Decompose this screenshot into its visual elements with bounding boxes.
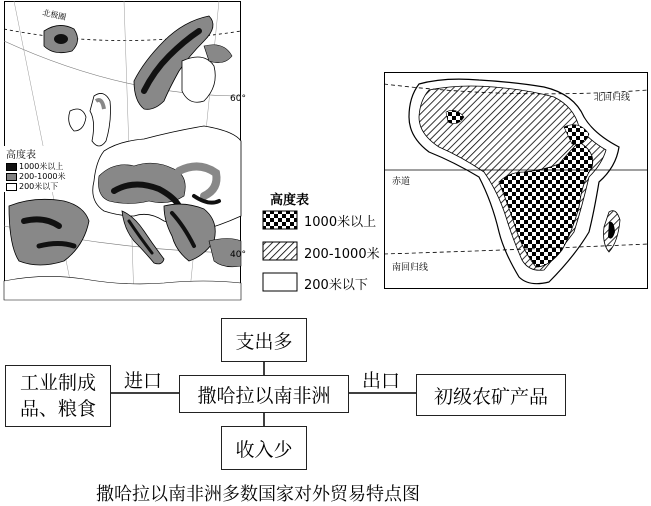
exports-text: 初级农矿产品 [433,385,548,408]
center-region-box [179,375,349,413]
africa-legend-label-high: 1000米以上 [304,215,377,230]
imports-text-line1: 工业制成 [19,372,96,394]
imports-box [5,365,111,427]
europe-legend-title: 高度表 [6,150,36,161]
imports-text-line2: 品、粮食 [19,398,96,420]
income-text: 收入少 [235,438,293,461]
diagram-caption: 撒哈拉以南非洲多数国家对外贸易特点图 [96,484,420,505]
lat-60-label: 60° [230,94,246,104]
expenditure-box [221,318,307,362]
income-box [221,426,307,470]
europe-legend-label-low: 200米以下 [19,182,59,191]
europe-legend-label-high: 1000米以上 [19,162,64,171]
equator-label: 赤道 [392,177,411,187]
africa-legend-label-low: 200米以下 [304,278,368,293]
africa-legend-label-mid: 200-1000米 [304,247,380,262]
export-label: 出口 [362,370,401,392]
africa-legend-title: 高度表 [270,193,310,208]
europe-legend-label-mid: 200-1000米 [19,172,66,181]
tropic-north-label: 北回归线 [594,93,631,103]
expenditure-text: 支出多 [235,330,293,353]
arctic-circle-label: 北极圈 [41,8,67,22]
lat-40-label: 40° [230,250,246,260]
import-label: 进口 [124,370,163,392]
exports-box [416,374,566,416]
center-region-text: 撒哈拉以南非洲 [197,384,331,407]
tropic-south-label: 南回归线 [392,263,429,273]
